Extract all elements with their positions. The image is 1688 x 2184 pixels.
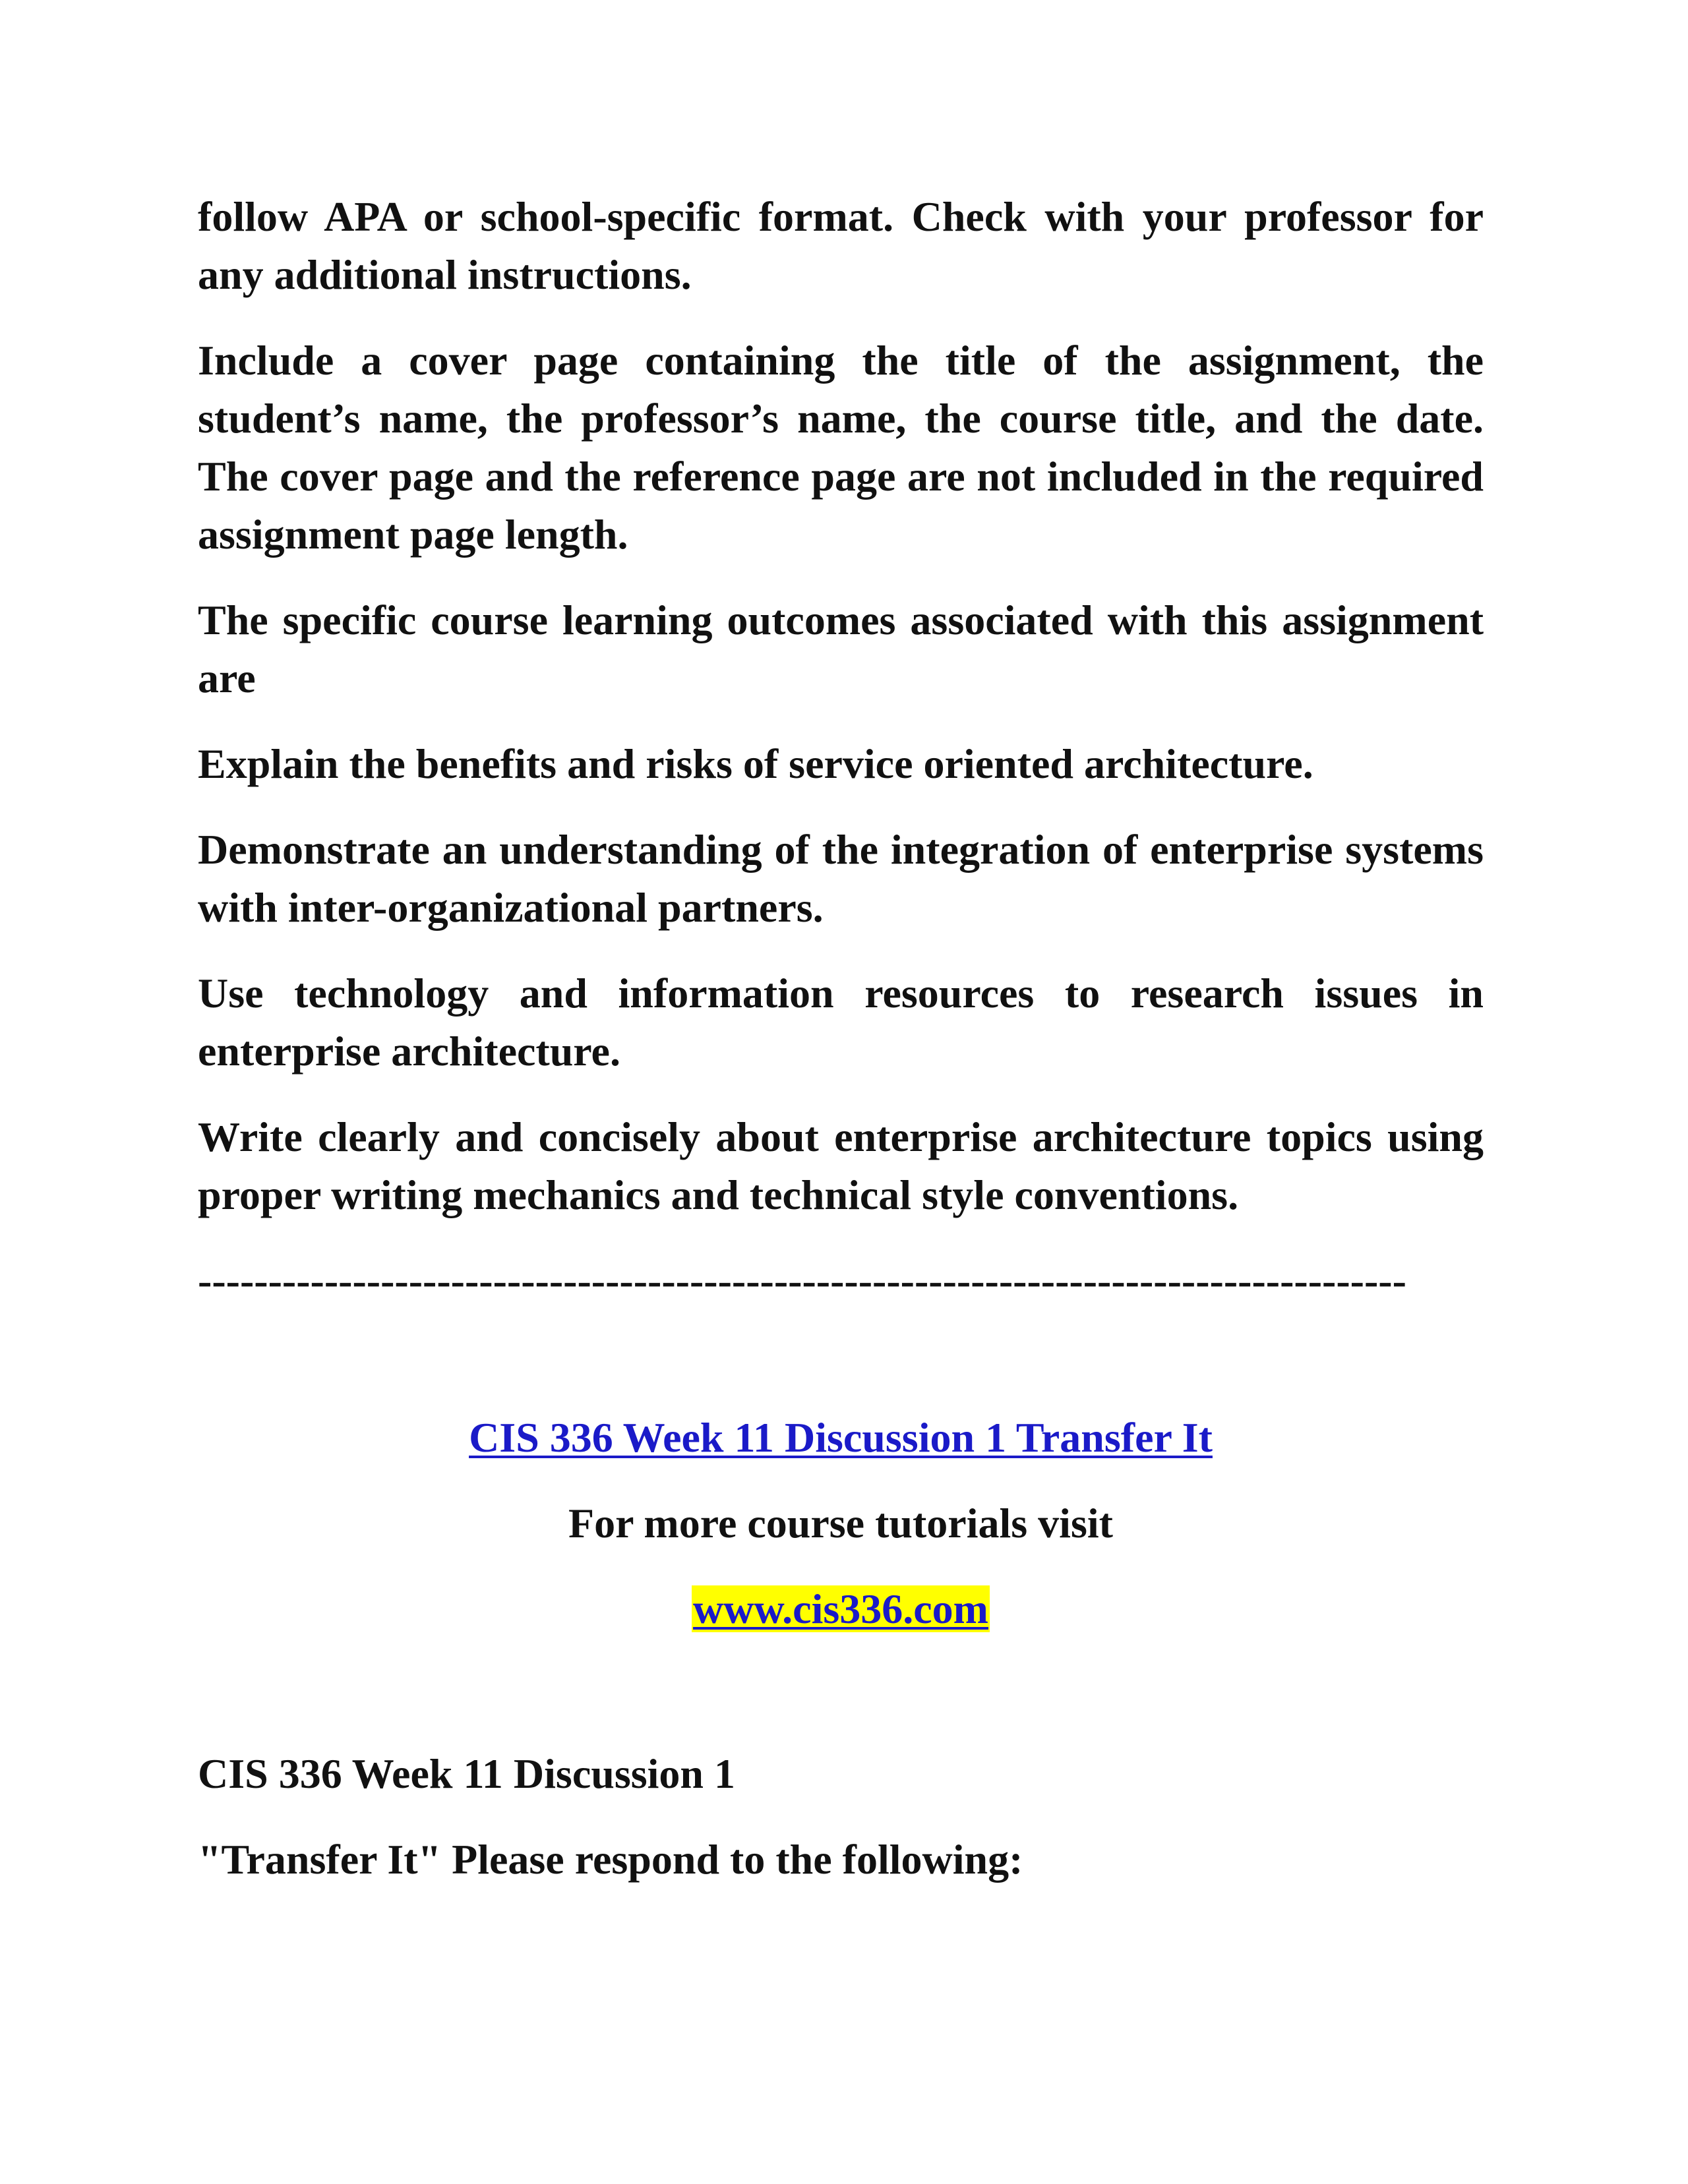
course-title-line (198, 1409, 1484, 1467)
paragraph-outcome-3: Use technology and information resources to research issues in enterprise architecture. (198, 970, 1484, 1075)
document-body (198, 188, 1484, 1916)
section-divider: -------------------------------------------------------------------------------------- (198, 1257, 1406, 1304)
paragraph-cover-page: Include a cover page containing the title of the assignment, the student’s name, the professor’s name, the course title, and the date. The cover page and the reference page are not included in the required assignment page length. (198, 337, 1484, 558)
spacer (198, 1666, 1484, 1745)
paragraph-outcome-1: Explain the benefits and risks of service oriented architecture. (198, 740, 1313, 787)
discussion-heading: CIS 336 Week 11 Discussion 1 (198, 1750, 735, 1797)
course-title-link[interactable]: CIS 336 Week 11 Discussion 1 Transfer It (469, 1414, 1213, 1461)
tutorials-text: For more course tutorials visit (568, 1500, 1113, 1547)
website-link[interactable]: www.cis336.com (693, 1585, 988, 1632)
url-line (198, 1580, 1484, 1638)
paragraph-outcome-2: Demonstrate an understanding of the integration of enterprise systems with inter-organizational partners. (198, 826, 1484, 931)
paragraph-format-note: follow APA or school-specific format. Check with your professor for any additional instructions. (198, 193, 1484, 298)
discussion-prompt: "Transfer It" Please respond to the following: (198, 1836, 1023, 1883)
paragraph-outcomes-intro: The specific course learning outcomes associated with this assignment are (198, 597, 1484, 701)
paragraph-outcome-4: Write clearly and concisely about enterprise architecture topics using proper writing mechanics and technical style conventions. (198, 1113, 1484, 1218)
spacer (198, 1310, 1484, 1409)
